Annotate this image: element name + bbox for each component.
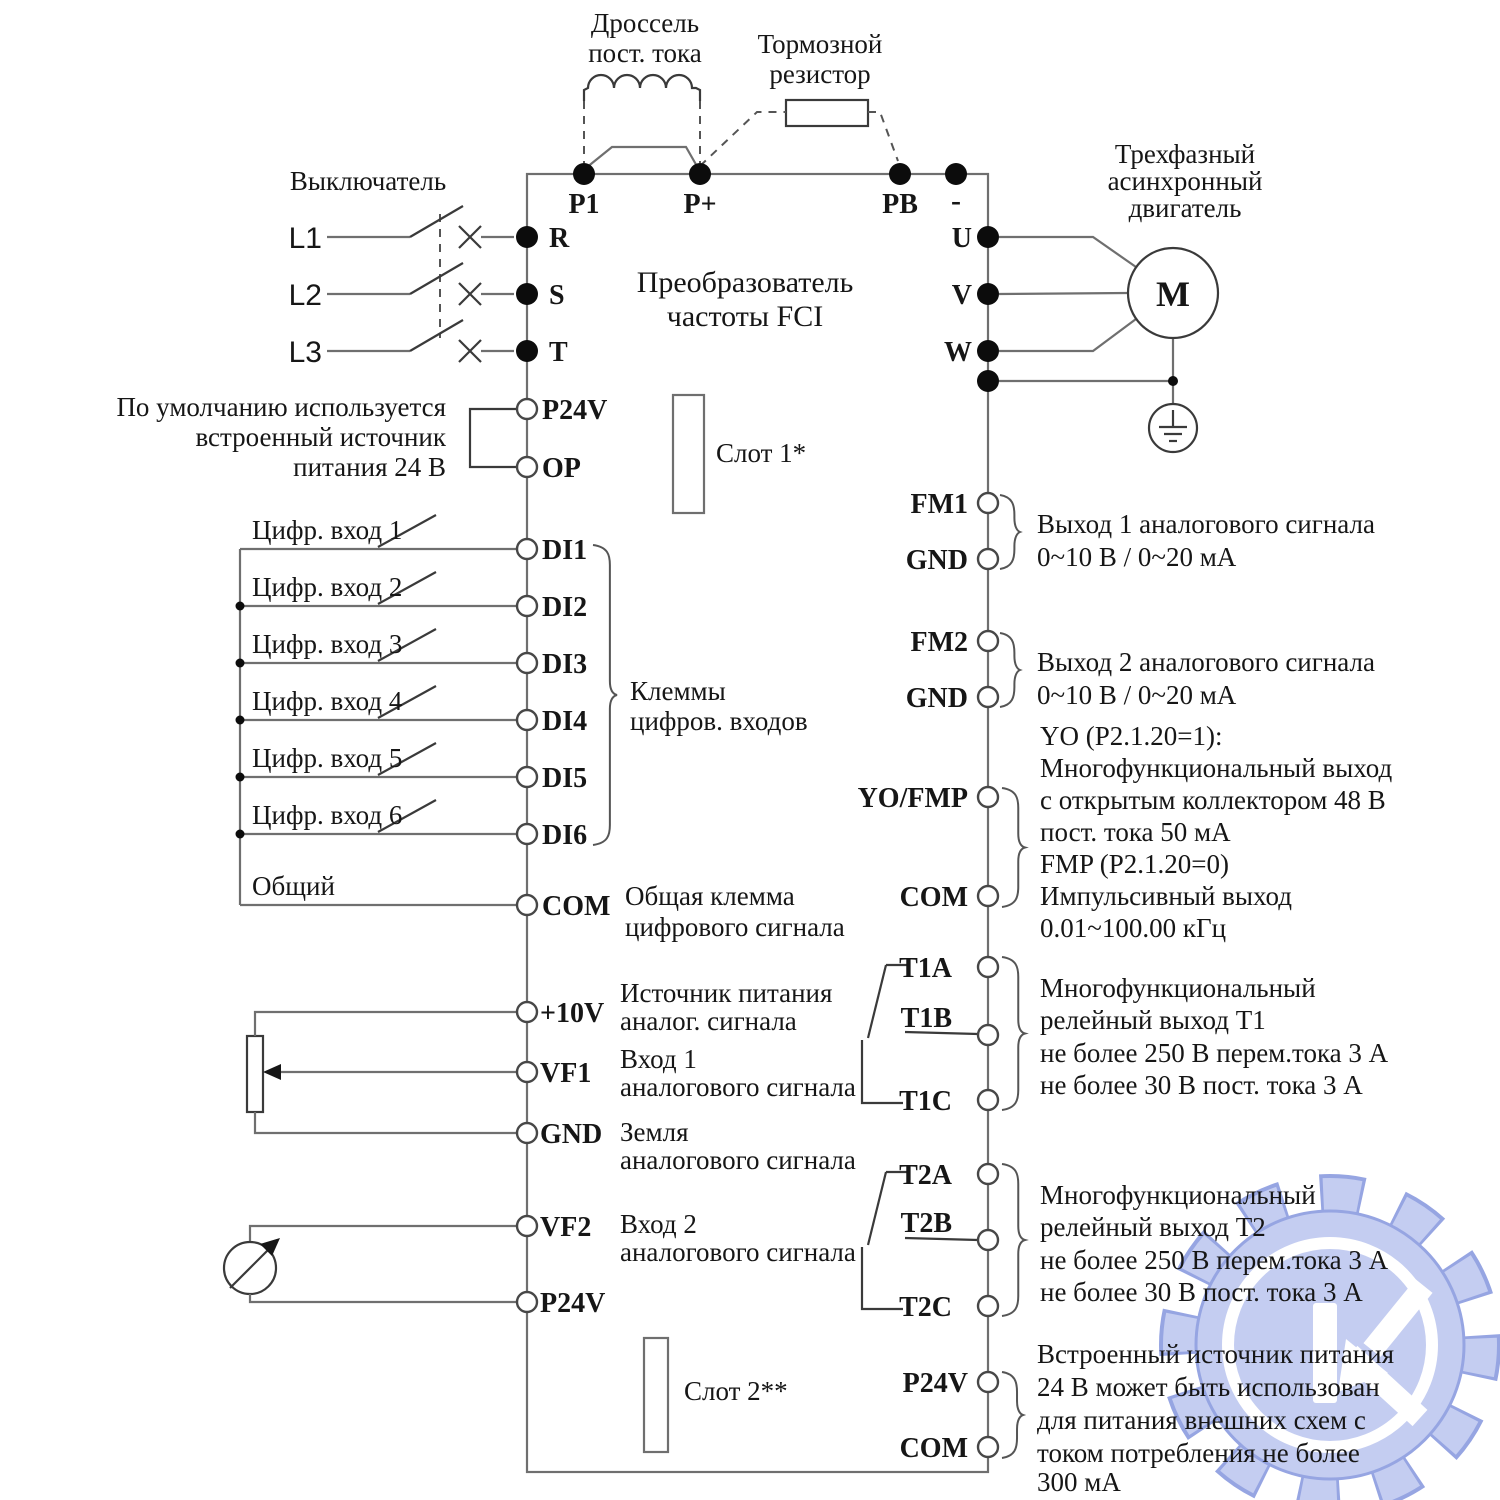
note-gnd-line1: Земля	[620, 1117, 689, 1147]
terminal-pe	[977, 370, 999, 392]
note-fm2-line2: 0~10 В / 0~20 мА	[1037, 680, 1237, 710]
di-group-note-line1: Клеммы	[630, 676, 726, 706]
choke-coil	[584, 75, 700, 101]
motor-m: M	[1156, 274, 1190, 314]
psu-jumper-note-line3: питания 24 В	[293, 452, 446, 482]
note-t1-line1: Многофункциональный	[1040, 973, 1316, 1003]
terminal-di6	[517, 824, 537, 844]
motor-label-line3: двигатель	[1128, 193, 1242, 223]
terminal-fm2	[978, 631, 998, 651]
terminal-p1	[573, 163, 595, 185]
wiper-arrow-head	[263, 1064, 281, 1080]
resistor-body	[786, 100, 868, 126]
breaker-switch	[327, 206, 514, 362]
note-vf1-line2: аналогового сигнала	[620, 1072, 856, 1102]
di6-label: Цифр. вход 6	[252, 800, 403, 830]
breaker-blade-l1	[410, 206, 463, 237]
com-note-line2: цифрового сигнала	[625, 912, 845, 942]
terminal-com-yo	[978, 886, 998, 906]
note-psu-line1: Встроенный источник питания	[1037, 1339, 1395, 1369]
terminal-com-digital	[517, 895, 537, 915]
note-t1-line3: не более 250 В перем.тока 3 А	[1040, 1038, 1389, 1068]
analog-source-symbol	[224, 1226, 517, 1302]
converter-title-line2: частоты FCI	[666, 300, 824, 333]
motor-label-line2: асинхронный	[1107, 166, 1263, 196]
terminal-label-op: OP	[542, 453, 581, 484]
potentiometer-symbol	[247, 1012, 517, 1133]
terminal-label-t1b: T1B	[900, 1003, 952, 1034]
di4-label: Цифр. вход 4	[252, 686, 403, 716]
note-psu-line2: 24 В может быть использован	[1037, 1372, 1380, 1402]
terminal-p24v-out	[978, 1372, 998, 1392]
di-group-brace	[593, 545, 617, 845]
terminal-label-com-yo: COM	[899, 882, 968, 913]
terminal-p24v-analog	[517, 1292, 537, 1312]
jumper-p24v-op	[470, 409, 517, 467]
note-t2-line2: релейный выход T2	[1040, 1212, 1266, 1242]
terminal-label-di5: DI5	[542, 763, 588, 794]
terminal-yo-fmp	[978, 787, 998, 807]
terminal-label-fm2: FM2	[910, 627, 968, 658]
motor-label-line1: Трехфазный	[1114, 139, 1256, 169]
di5-label: Цифр. вход 5	[252, 743, 403, 773]
terminal-di3	[517, 653, 537, 673]
terminal-w	[977, 340, 999, 362]
terminal-label-t1a: T1A	[899, 953, 952, 984]
converter-box	[527, 174, 988, 1472]
note-vf2-line1: Вход 2	[620, 1209, 697, 1239]
terminal-label-yo-fmp: YO/FMP	[857, 783, 968, 814]
terminal-10v	[517, 1002, 537, 1022]
terminal-label-gnd-fm1: GND	[905, 545, 968, 576]
terminal-com-out	[978, 1437, 998, 1457]
terminal-label-gnd-analog: GND	[540, 1119, 603, 1150]
fm1-brace	[1000, 495, 1020, 569]
terminal-vf1	[517, 1062, 537, 1082]
slot1-connector	[673, 395, 704, 513]
di3-label: Цифр. вход 3	[252, 629, 403, 659]
relay-t1-symbol	[862, 965, 978, 1103]
terminal-t	[516, 340, 538, 362]
slot2-label: Слот 2**	[684, 1376, 788, 1406]
psu-out-brace	[1002, 1372, 1023, 1458]
terminal-t2c	[978, 1296, 998, 1316]
breaker-label: Выключатель	[289, 166, 447, 196]
resistor-lead-right	[868, 112, 898, 161]
terminal-label-di6: DI6	[542, 820, 588, 851]
note-t1-line4: не более 30 В пост. тока 3 А	[1040, 1070, 1363, 1100]
terminal-label-di4: DI4	[542, 706, 588, 737]
t1-blade	[868, 965, 886, 1038]
terminal-label-di2: DI2	[542, 592, 588, 623]
note-yo-line4: пост. тока 50 мА	[1040, 817, 1231, 847]
terminal-label-vf1: VF1	[540, 1058, 592, 1089]
terminal-label-com-out: COM	[899, 1433, 968, 1464]
note-yo-line5: FMP (P2.1.20=0)	[1040, 849, 1230, 879]
note-psu-line3: для питания внешних схем с	[1037, 1405, 1366, 1435]
terminal-label-gnd-fm2: GND	[905, 683, 968, 714]
di1-label: Цифр. вход 1	[252, 515, 403, 545]
di-group-note-line2: цифров. входов	[630, 706, 808, 736]
slot1-label: Слот 1*	[716, 438, 807, 468]
p1-pplus-link	[586, 147, 698, 168]
terminal-label-di1: DI1	[542, 535, 588, 566]
terminal-label-pplus: P+	[683, 189, 717, 220]
terminal-pb	[889, 163, 911, 185]
choke-label-line1: Дроссель	[590, 8, 700, 38]
terminal-label-vf2: VF2	[540, 1212, 592, 1243]
terminal-pplus	[689, 163, 711, 185]
terminal-t1b	[978, 1025, 998, 1045]
brake-label-line2: резистор	[769, 59, 871, 89]
note-yo-line6: Импульсивный выход	[1040, 881, 1292, 911]
terminal-p24v-top	[517, 399, 537, 419]
terminal-v	[977, 283, 999, 305]
com-note-line1: Общая клемма	[625, 881, 795, 911]
source-arrow-head	[260, 1238, 280, 1256]
terminal-t2b	[978, 1230, 998, 1250]
note-t1-line2: релейный выход T1	[1040, 1005, 1266, 1035]
note-fm2-line1: Выход 2 аналогового сигнала	[1037, 647, 1375, 677]
note-gnd-line2: аналогового сигнала	[620, 1145, 856, 1175]
t2-brace	[1002, 1164, 1025, 1316]
terminal-label-p1: P1	[568, 189, 600, 220]
terminal-di1	[517, 539, 537, 559]
terminal-label-p24v-top: P24V	[542, 395, 608, 426]
resistor-lead-left	[700, 112, 786, 166]
breaker-blade-l3	[410, 320, 463, 351]
note-10v-line2: аналог. сигнала	[620, 1006, 797, 1036]
phase-label-l3: L3	[288, 336, 322, 369]
t1-brace	[1002, 957, 1025, 1110]
note-yo-line1: YO (P2.1.20=1):	[1040, 721, 1223, 751]
ground-junction-dot	[1168, 376, 1178, 386]
terminal-op	[517, 457, 537, 477]
terminal-s	[516, 283, 538, 305]
terminal-di4	[517, 710, 537, 730]
terminal-label-t2a: T2A	[899, 1160, 952, 1191]
fm2-brace	[1000, 633, 1020, 707]
note-vf2-line2: аналогового сигнала	[620, 1237, 856, 1267]
earth-ground-icon	[1149, 404, 1197, 452]
phase-label-l1: L1	[288, 222, 322, 255]
motor-symbol	[1128, 248, 1218, 338]
relay-t2-symbol	[862, 1172, 978, 1309]
note-vf1-line1: Вход 1	[620, 1044, 697, 1074]
terminal-r	[516, 226, 538, 248]
breaker-blade-l2	[410, 263, 463, 294]
yo-brace	[1002, 788, 1025, 907]
brake-label-line1: Тормозной	[757, 29, 883, 59]
terminal-label-r: R	[549, 223, 570, 254]
terminal-label-u: U	[951, 223, 972, 254]
dc-choke-symbol	[584, 75, 700, 163]
di2-label: Цифр. вход 2	[252, 572, 403, 602]
terminal-label-t: T	[549, 337, 568, 368]
terminal-u	[977, 226, 999, 248]
terminal-label-minus: -	[951, 184, 961, 217]
note-fm1-line1: Выход 1 аналогового сигнала	[1037, 509, 1375, 539]
terminal-label-di3: DI3	[542, 649, 588, 680]
terminal-label-v: V	[951, 280, 972, 311]
terminal-vf2	[517, 1216, 537, 1236]
terminal-label-p24v-analog: P24V	[540, 1288, 606, 1319]
note-yo-line7: 0.01~100.00 кГц	[1040, 913, 1227, 943]
terminal-t2a	[978, 1164, 998, 1184]
terminal-gnd-analog	[517, 1123, 537, 1143]
terminal-gnd-fm2	[978, 687, 998, 707]
note-yo-line2: Многофункциональный выход	[1040, 753, 1393, 783]
psu-jumper-note-line2: встроенный источник	[195, 422, 446, 452]
brake-resistor-symbol	[700, 100, 898, 166]
terminal-label-t2c: T2C	[899, 1292, 952, 1323]
psu-jumper-note-line1: По умолчанию используется	[116, 392, 446, 422]
choke-label-line2: пост. тока	[588, 38, 702, 68]
note-10v-line1: Источник питания	[620, 978, 833, 1008]
phase-label-l2: L2	[288, 279, 322, 312]
terminal-t1a	[978, 957, 998, 977]
terminal-di2	[517, 596, 537, 616]
terminal-label-p24v-out: P24V	[902, 1368, 968, 1399]
terminal-label-t2b: T2B	[900, 1208, 952, 1239]
terminal-label-10v: +10V	[540, 998, 605, 1029]
note-psu-line4: током потребления не более	[1037, 1438, 1360, 1468]
note-fm1-line2: 0~10 В / 0~20 мА	[1037, 542, 1237, 572]
terminal-label-s: S	[549, 280, 565, 311]
note-yo-line3: с открытым коллектором 48 В	[1040, 785, 1386, 815]
terminal-label-pb: PB	[882, 189, 918, 220]
t2-blade	[868, 1172, 886, 1245]
note-psu-line5: 300 мА	[1037, 1467, 1121, 1497]
note-t2-line4: не более 30 В пост. тока 3 А	[1040, 1277, 1363, 1307]
terminal-label-fm1: FM1	[910, 489, 968, 520]
common-label: Общий	[252, 871, 335, 901]
terminal-minus	[945, 163, 967, 185]
note-t2-line1: Многофункциональный	[1040, 1180, 1316, 1210]
terminal-di5	[517, 767, 537, 787]
terminal-label-t1c: T1C	[899, 1086, 952, 1117]
terminal-t1c	[978, 1090, 998, 1110]
terminal-label-com-digital: COM	[542, 891, 611, 922]
motor-wires	[999, 237, 1173, 404]
terminal-label-w: W	[944, 337, 972, 368]
terminal-fm1	[978, 493, 998, 513]
note-t2-line3: не более 250 В перем.тока 3 А	[1040, 1245, 1389, 1275]
converter-title-line1: Преобразователь	[636, 266, 854, 299]
slot2-connector	[644, 1338, 668, 1452]
terminal-gnd-fm1	[978, 549, 998, 569]
